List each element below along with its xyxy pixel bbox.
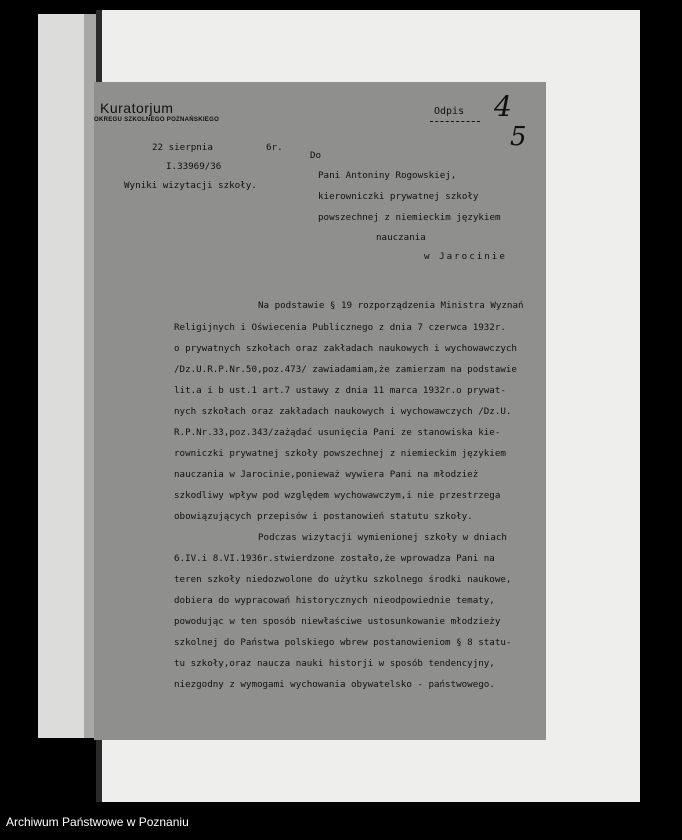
- left-page-edge: [38, 14, 86, 738]
- body-line: 6.IV.i 8.VI.1936r.stwierdzone zostało,że wprowadza Pani na: [174, 553, 495, 564]
- body-line: niezgodny z wymogami wychowania obywatelsko - państwowego.: [174, 679, 495, 690]
- archive-caption: Archiwum Państwowe w Poznaniu: [6, 815, 189, 829]
- copy-mark-underline: [430, 121, 480, 122]
- body-line: obowiązujących przepisów i postanowień statutu szkoły.: [174, 511, 473, 522]
- body-line: R.P.Nr.33,poz.343/zażądać usunięcia Pani ze stanowiska kie-: [174, 427, 501, 438]
- body-line: /Dz.U.R.P.Nr.50,poz.473/ zawiadamiam,że zamierzam na podstawie: [174, 364, 517, 375]
- document-sheet: [94, 82, 546, 740]
- reference-number: I.33969/36: [166, 161, 222, 172]
- body-line: dobiera do wypracowań historycznych nieodpowiednie tematy,: [174, 595, 495, 606]
- handwritten-number-top: 4: [494, 90, 512, 123]
- date-day: 22 sierpnia: [152, 142, 213, 153]
- body-line: Religijnych i Oświecenia Publicznego z dnia 7 czerwca 1932r.: [174, 322, 506, 333]
- addressee-prefix: Do: [310, 150, 322, 161]
- copy-mark: Odpis: [434, 106, 465, 117]
- body-line: powodując w ten sposób niewłaściwe ustosunkowanie młodzieży: [174, 616, 501, 627]
- date-year: 6r.: [266, 142, 283, 153]
- addressee-line: nauczania: [376, 232, 426, 243]
- body-line: Na podstawie § 19 rozporządzenia Ministra Wyznań: [258, 300, 524, 311]
- body-line: o prywatnych szkołach oraz zakładach naukowych i wychowawczych: [174, 343, 517, 354]
- body-line: nych szkołach oraz zakładach naukowych i wychowawczych /Dz.U.: [174, 406, 512, 417]
- body-line: nauczania w Jarocinie,ponieważ wywiera Pani na młodzież: [174, 469, 479, 480]
- addressee-line: kierowniczki prywatnej szkoły: [318, 191, 479, 202]
- body-line: szkolnej do Państwa polskiego wbrew postanowieniom § 8 statu-: [174, 637, 512, 648]
- handwritten-number-side: 5: [510, 122, 527, 152]
- addressee-line: powszechnej z niemieckim językiem: [318, 212, 501, 223]
- body-line: szkodliwy wpływ pod względem wychowawczym,i nie przestrzega: [174, 490, 501, 501]
- body-line: Podczas wizytacji wymienionej szkoły w dniach: [258, 532, 507, 543]
- body-line: rowniczki prywatnej szkoły powszechnej z niemieckim językiem: [174, 448, 506, 459]
- body-line: teren szkoły niedozwolone do użytku szkolnego środki naukowe,: [174, 574, 512, 585]
- organization-name: Kuratorjum: [100, 100, 174, 116]
- organization-subtitle: OKREGU SZKOLNEGO POZNAŃSKIEGO: [94, 117, 220, 123]
- body-line: lit.a i b ust.1 art.7 ustawy z dnia 11 marca 1932r.o prywat-: [174, 385, 506, 396]
- body-line: tu szkoły,oraz naucza nauki historji w sposób tendencyjny,: [174, 658, 495, 669]
- addressee-city: w Jarocinie: [424, 251, 507, 262]
- subject-line: Wyniki wizytacji szkoły.: [124, 180, 257, 191]
- addressee-line: Pani Antoniny Rogowskiej,: [318, 170, 457, 181]
